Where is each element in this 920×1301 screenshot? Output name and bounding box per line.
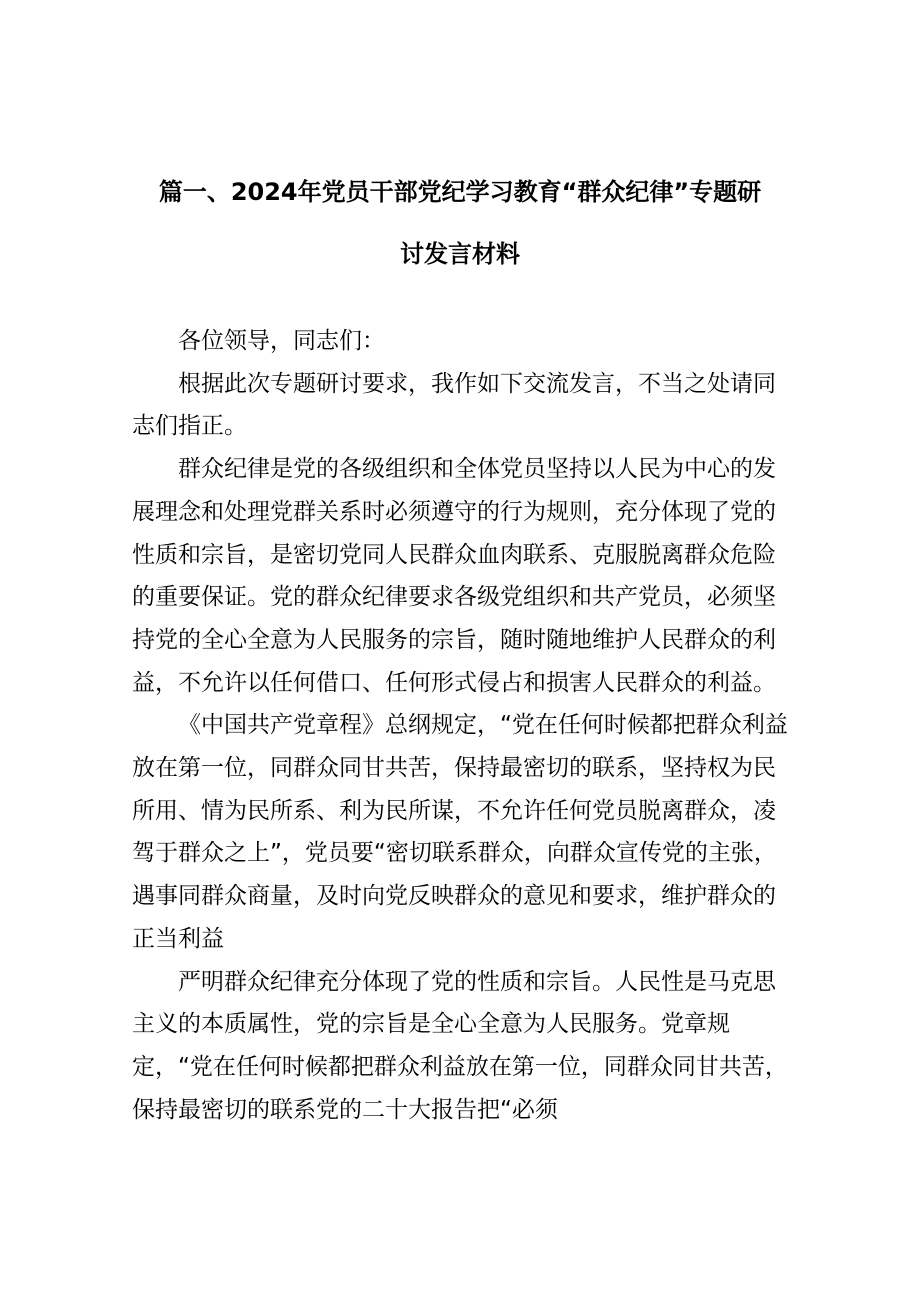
document-body [132, 320, 792, 1131]
introduction-paragraph: 根据此次专题研讨要求，我作如下交流发言，不当之处请同志们指正。 [132, 370, 776, 440]
party-constitution-paragraph: 《中国共产党章程》总纲规定，“党在任何时候都把群众利益放在第一位，同群众同甘共苦，保持最密切的联系，坚持权为民所用、情为民所系、利为民所谋，不允许任何党员脱离群众，凌驾于群众之上”，党员要“密切联系群众，向群众宣传党的主张，遇事同群众商量，及时向党反映群众的意见和要求，维护群众的正当利益 [132, 712, 788, 952]
document-title-line-1: 篇一、2024年党员干部党纪学习教育“群众纪律”专题研 [158, 178, 762, 207]
salutation-paragraph: 各位领导，同志们： [178, 328, 385, 354]
mass-discipline-paragraph: 群众纪律是党的各级组织和全体党员坚持以人民为中心的发展理念和处理党群关系时必须遵守的行为规则，充分体现了党的性质和宗旨，是密切党同人民群众血肉联系、克服脱离群众危险的重要保证。党的群众纪律要求各级党组织和共产党员，必须坚持党的全心全意为人民服务的宗旨，随时随地维护人民群众的利益，不允许以任何借口、任何形式侵占和损害人民群众的利益。 [132, 456, 776, 696]
document-title-line-2: 讨发言材料 [400, 240, 520, 269]
strict-discipline-paragraph: 严明群众纪律充分体现了党的性质和宗旨。人民性是马克思主义的本质属性，党的宗旨是全心全意为人民服务。党章规定，“党在任何时候都把群众利益放在第一位，同群众同甘共苦，保持最密切的联系党的二十大报告把“必须 [132, 968, 788, 1123]
